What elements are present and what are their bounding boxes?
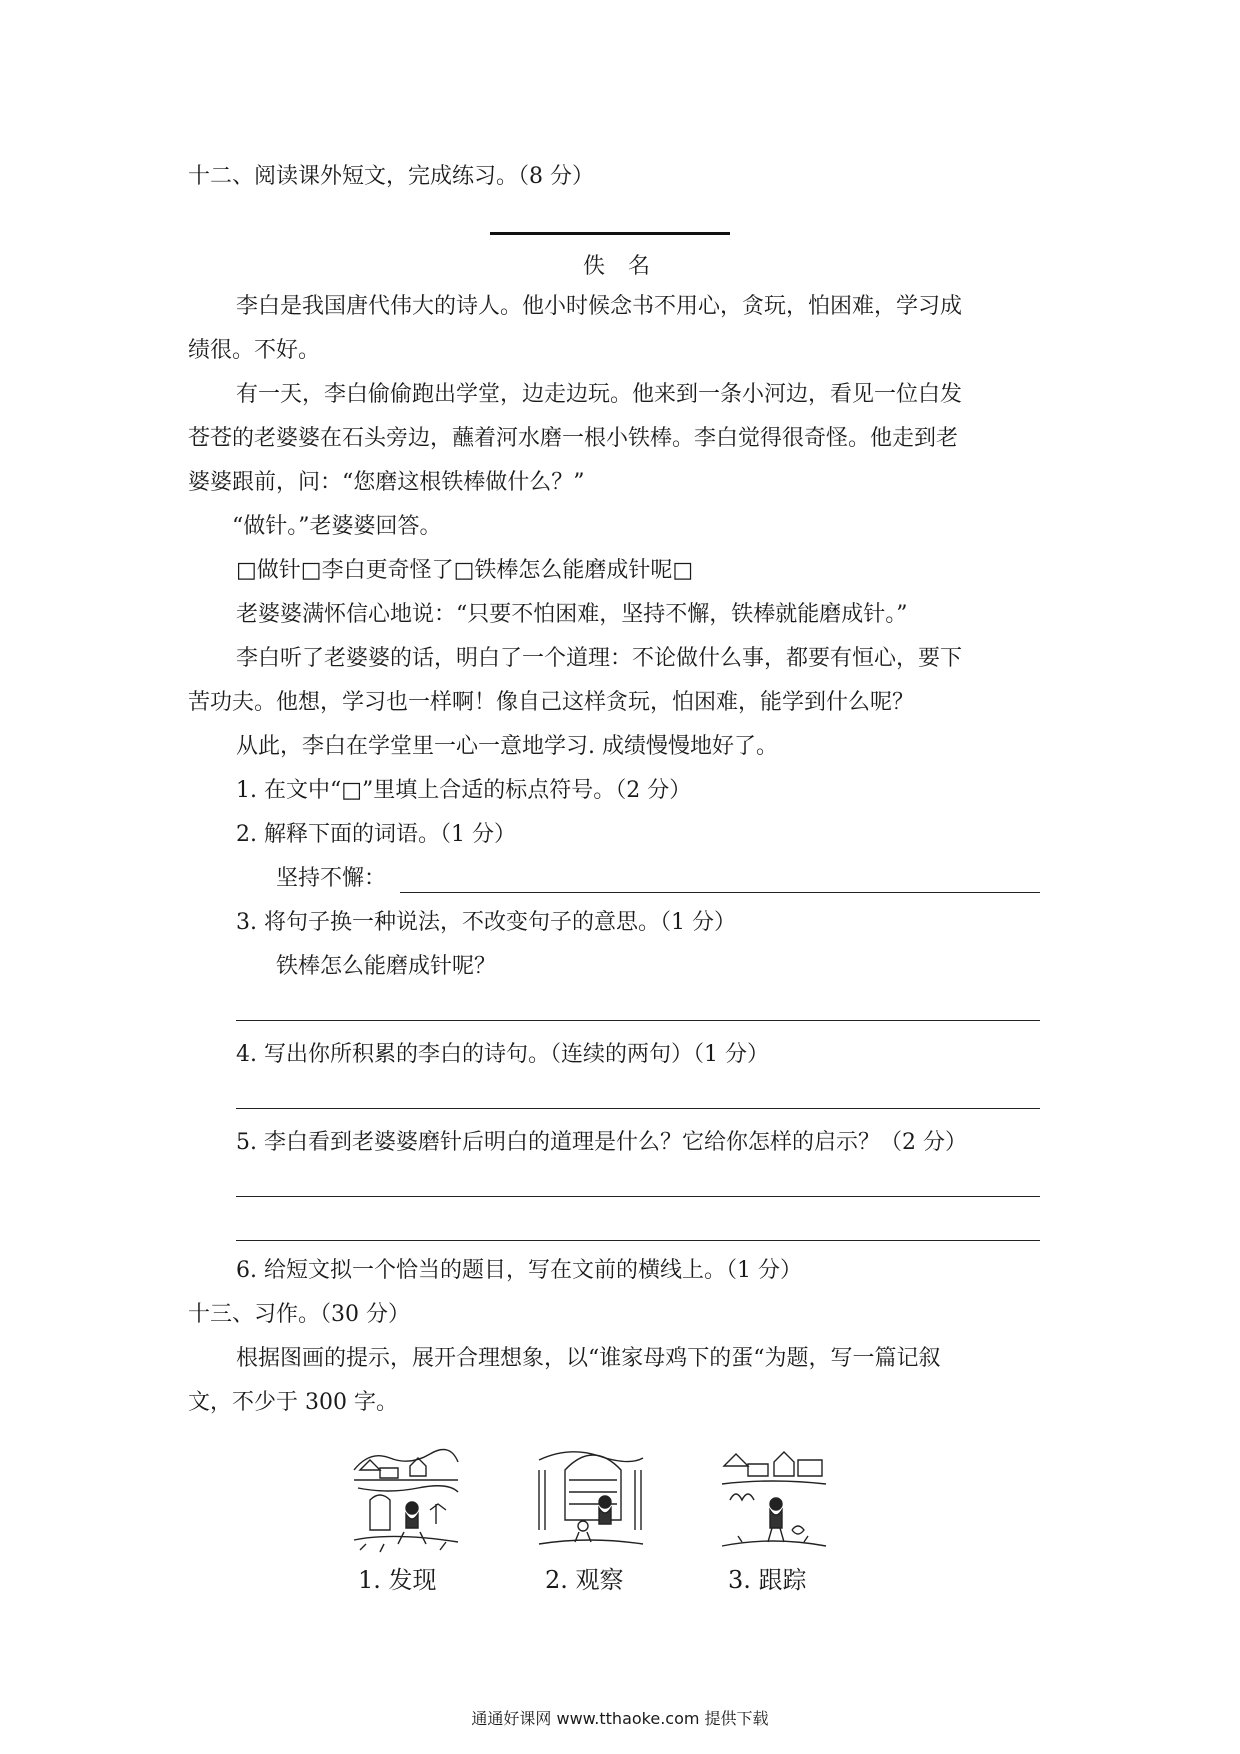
- paragraph-line: 婆婆跟前，问：“您磨这根铁棒做什么？”: [188, 470, 585, 495]
- answer-line-q3[interactable]: [236, 1020, 1040, 1021]
- answer-line-q2[interactable]: [400, 892, 1040, 893]
- question-3-sentence: 铁棒怎么能磨成针呢？: [276, 954, 497, 979]
- section13-heading: 十三、习作。（30 分）: [188, 1302, 410, 1327]
- caption-2: 2. 观察: [545, 1566, 624, 1594]
- illustration-track: [718, 1440, 830, 1556]
- answer-line-q5-2[interactable]: [236, 1240, 1040, 1241]
- answer-line-q5-1[interactable]: [236, 1196, 1040, 1197]
- caption-1: 1. 发现: [358, 1566, 437, 1594]
- paragraph-line: 苦功夫。他想，学习也一样啊！像自己这样贪玩，怕困难，能学到什么呢？: [188, 690, 915, 715]
- writing-prompt-line: 根据图画的提示，展开合理想象，以“谁家母鸡下的蛋“为题，写一篇记叙: [236, 1346, 941, 1371]
- writing-prompt-line: 文，不少于 300 字。: [188, 1390, 398, 1415]
- question-2-term: 坚持不懈：: [276, 866, 387, 891]
- caption-3: 3. 跟踪: [728, 1566, 807, 1594]
- question-2: 2. 解释下面的词语。（1 分）: [236, 822, 516, 847]
- illustration-discover: [350, 1440, 462, 1556]
- paragraph-line: 有一天，李白偷偷跑出学堂，边走边玩。他来到一条小河边，看见一位白发: [236, 382, 963, 407]
- section12-heading: 十二、阅读课外短文，完成练习。（8 分）: [188, 164, 594, 189]
- question-3: 3. 将句子换一种说法，不改变句子的意思。（1 分）: [236, 910, 736, 935]
- paragraph-line: 老婆婆满怀信心地说：“只要不怕困难，坚持不懈，铁棒就能磨成针。”: [236, 602, 908, 627]
- paragraph-line: “做针。”老婆婆回答。: [232, 514, 442, 539]
- illustration-observe: [535, 1440, 647, 1556]
- paragraph-line: 从此，李白在学堂里一心一意地学习. 成绩慢慢地好了。: [236, 734, 778, 759]
- question-5: 5. 李白看到老婆婆磨针后明白的道理是什么？它给你怎样的启示？（2 分）: [236, 1130, 967, 1155]
- question-1: 1. 在文中“□”里填上合适的标点符号。（2 分）: [236, 778, 692, 803]
- paragraph-line: 李白是我国唐代伟大的诗人。他小时候念书不用心，贪玩，怕困难，学习成: [236, 294, 963, 319]
- page-footer: 通通好课网 www.tthaoke.com 提供下载: [471, 1709, 769, 1728]
- paragraph-line: 绩很。不好。: [188, 338, 321, 363]
- title-blank-line: [490, 232, 730, 235]
- answer-line-q4[interactable]: [236, 1108, 1040, 1109]
- author-label: 佚 名: [583, 254, 658, 279]
- question-4: 4. 写出你所积累的李白的诗句。（连续的两句）（1 分）: [236, 1042, 769, 1067]
- paragraph-line: 苍苍的老婆婆在石头旁边，蘸着河水磨一根小铁棒。李白觉得很奇怪。他走到老: [188, 426, 959, 451]
- paragraph-line: □做针□李白更奇怪了□铁棒怎么能磨成针呢□: [236, 558, 694, 583]
- question-6: 6. 给短文拟一个恰当的题目，写在文前的横线上。（1 分）: [236, 1258, 802, 1283]
- paragraph-line: 李白听了老婆婆的话，明白了一个道理：不论做什么事，都要有恒心，要下: [236, 646, 963, 671]
